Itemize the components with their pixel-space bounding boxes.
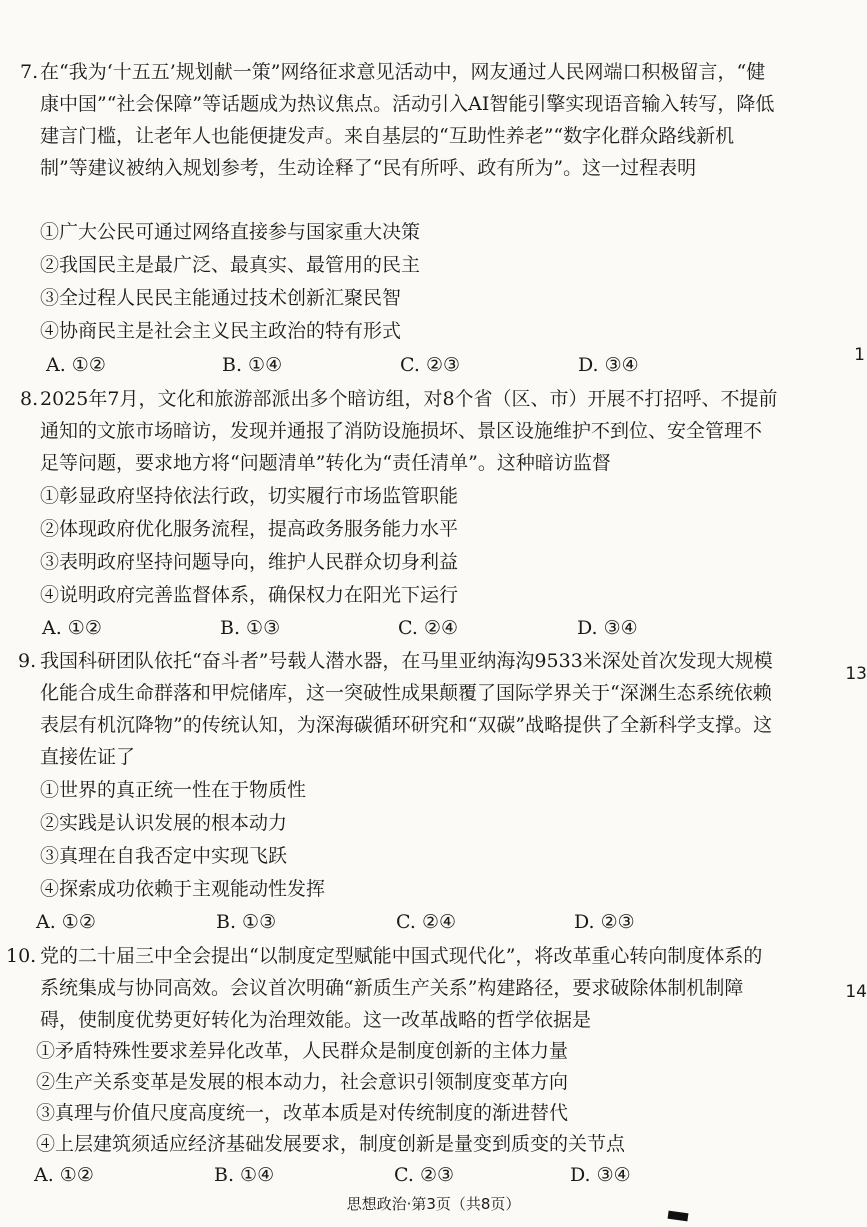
option-2: ②实践是认识发展的根本动力 xyxy=(40,812,288,834)
choice-d: D. ③④ xyxy=(578,354,639,376)
option-3: ③真理在自我否定中实现飞跃 xyxy=(40,845,288,867)
choice-a: A. ①② xyxy=(34,1164,94,1186)
option-2: ②我国民主是最广泛、最真实、最管用的民主 xyxy=(40,254,421,276)
question-number: 10. xyxy=(6,945,37,967)
edge-number: 14 xyxy=(845,982,867,1002)
option-4: ④说明政府完善监督体系，确保权力在阳光下运行 xyxy=(40,584,459,606)
edge-number: 13 xyxy=(845,664,867,684)
option-4: ④协商民主是社会主义民主政治的特有形式 xyxy=(40,320,402,342)
scan-mark xyxy=(668,1211,689,1222)
choice-d: D. ③④ xyxy=(577,617,638,639)
option-2: ②体现政府优化服务流程，提高政务服务能力水平 xyxy=(40,518,459,540)
choice-b: B. ①④ xyxy=(214,1164,275,1186)
choice-a: A. ①② xyxy=(36,911,96,933)
choice-a: A. ①② xyxy=(46,354,106,376)
question-number: 7. xyxy=(20,61,39,83)
option-1: ①广大公民可通过网络直接参与国家重大决策 xyxy=(40,221,421,243)
question-number: 8. xyxy=(20,388,39,410)
choice-c: C. ②④ xyxy=(398,617,459,639)
option-3: ③真理与价值尺度高度统一，改革本质是对传统制度的渐进替代 xyxy=(36,1102,569,1124)
option-1: ①世界的真正统一性在于物质性 xyxy=(40,779,307,801)
question-number: 9. xyxy=(18,650,37,672)
choice-c: C. ②④ xyxy=(396,911,457,933)
question-stem: 我国科研团队依托“奋斗者”号载人潜水器，在马里亚纳海沟9533米深处首次发现大规模化能合成生命群落和甲烷储库，这一突破性成果颠覆了国际学界关于“深渊生态系统依赖表层有机沉降物”的传统认知，为深海碳循环研究和“双碳”战略提供了全新科学支撑。这直接佐证了 xyxy=(40,650,773,768)
choice-a: A. ①② xyxy=(42,617,102,639)
option-4: ④上层建筑须适应经济基础发展要求，制度创新是量变到质变的关节点 xyxy=(36,1133,626,1155)
edge-number: 1 xyxy=(854,345,865,365)
question-stem: 党的二十届三中全会提出“以制度定型赋能中国式现代化”，将改革重心转向制度体系的系统集成与协同高效。会议首次明确“新质生产关系”构建路径，要求破除体制机制障碍，使制度优势更好转化为治理效能。这一改革战略的哲学依据是 xyxy=(40,945,763,1031)
choice-d: D. ③④ xyxy=(570,1164,631,1186)
option-3: ③全过程人民民主能通过技术创新汇聚民智 xyxy=(40,287,402,309)
option-1: ①矛盾特殊性要求差异化改革，人民群众是制度创新的主体力量 xyxy=(36,1040,569,1062)
choice-c: C. ②③ xyxy=(394,1164,455,1186)
choice-b: B. ①③ xyxy=(220,617,281,639)
choice-c: C. ②③ xyxy=(400,354,461,376)
choice-b: B. ①④ xyxy=(222,354,283,376)
choice-b: B. ①③ xyxy=(216,911,277,933)
choice-d: D. ②③ xyxy=(574,911,635,933)
page-footer: 思想政治·第3页（共8页） xyxy=(346,1195,521,1213)
question-stem: 在“我为‘十五五’规划献一策”网络征求意见活动中，网友通过人民网端口积极留言，“健康中国”“社会保障”等话题成为热议焦点。活动引入AI智能引擎实现语音输入转写，降低建言门槛，让老年人也能便捷发声。来自基层的“互助性养老”“数字化群众路线新机制”等建议被纳入规划参考，生动诠释了“民有所呼、政有所为”。这一过程表明 xyxy=(40,61,775,179)
question-stem: 2025年7月，文化和旅游部派出多个暗访组，对8个省（区、市）开展不打招呼、不提前通知的文旅市场暗访，发现并通报了消防设施损坏、景区设施维护不到位、安全管理不足等问题，要求地方将“问题清单”转化为“责任清单”。这种暗访监督 xyxy=(40,388,778,474)
option-4: ④探索成功依赖于主观能动性发挥 xyxy=(40,878,326,900)
option-1: ①彰显政府坚持依法行政，切实履行市场监管职能 xyxy=(40,485,459,507)
option-2: ②生产关系变革是发展的根本动力，社会意识引领制度变革方向 xyxy=(36,1071,569,1093)
option-3: ③表明政府坚持问题导向，维护人民群众切身利益 xyxy=(40,551,459,573)
